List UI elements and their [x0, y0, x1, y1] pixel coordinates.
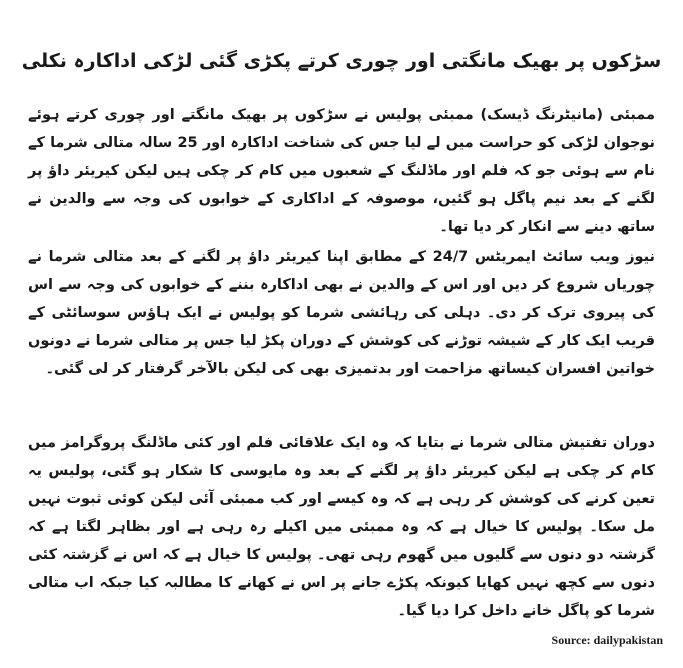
article-paragraph-2: نیوز ویب سائٹ ایمریٹس 24/7 کے مطابق اپنا کیریئر داؤ پر لگنے کے بعد متالی شرما نے چوریاں شروع کر دیں اور اس کے والدین نے بھی اداکارہ بننے کے خوابوں کی وجہ سے اس کی پیروی ترک کر دی۔ دہلی کی رہائشی شرما کو پولیس نے ایک ہاؤس سوسائٹی کے قریب ایک کار کے شیشہ توڑنے کی کوشش کے دوران پکڑ لیا جس پر متالی شرما نے دونوں خواتین افسران کیساتھ مزاحمت اور بدتمیزی بھی کی لیکن بالآخر گرفتار کر لی گئی۔ [28, 248, 655, 377]
source-credit: Source: dailypakistan [551, 633, 663, 647]
article-paragraph-3: دوران تفتیش متالی شرما نے بتایا کہ وہ ایک علاقائی فلم اور کئی ماڈلنگ پروگرامز میں کام کر چکی ہے لیکن کیریئر داؤ پر لگنے کے بعد وہ مایوسی کا شکار ہو گئی، پولیس یہ تعین کرنے کی کوشش کر رہی ہے کہ وہ کیسے اور کب ممبئی آئی لیکن کوئی ثبوت نہیں مل سکا۔ پولیس کا خیال ہے کہ وہ ممبئی میں اکیلے رہ رہی ہے اور بظاہر لگتا ہے کہ گزشتہ دو دنوں سے گلیوں میں گھوم رہی تھی۔ پولیس کا خیال ہے کہ اس نے گزشتہ کئی دنوں سے کچھ نہیں کھایا کیونکہ پکڑے جانے پر اس نے کھانے کا مطالبہ کیا جبکہ اب متالی شرما کو پاگل خانے داخل کرا دیا گیا۔ [28, 434, 655, 619]
article-headline: سڑکوں پر بھیک مانگتی اور چوری کرتے پکڑی گئی لڑکی اداکارہ نکلی [21, 49, 662, 72]
article-paragraph-1: ممبئی (مانیٹرنگ ڈیسک) ممبئی پولیس نے سڑکوں پر بھیک مانگتے اور چوری کرتے ہوئے نوجوان لڑکی کو حراست میں لے لیا جس کی شناخت اداکارہ اور 25 سالہ متالی شرما کے نام سے ہوئی جو کہ فلم اور ماڈلنگ کے شعبوں میں کام کر چکی ہیں لیکن کیریئر داؤ پر لگنے کے بعد نیم پاگل ہو گئیں، موصوفہ کے اداکاری کے خوابوں کی وجہ سے والدین نے ساتھ دینے سے انکار کر دیا تھا۔ [28, 106, 655, 235]
